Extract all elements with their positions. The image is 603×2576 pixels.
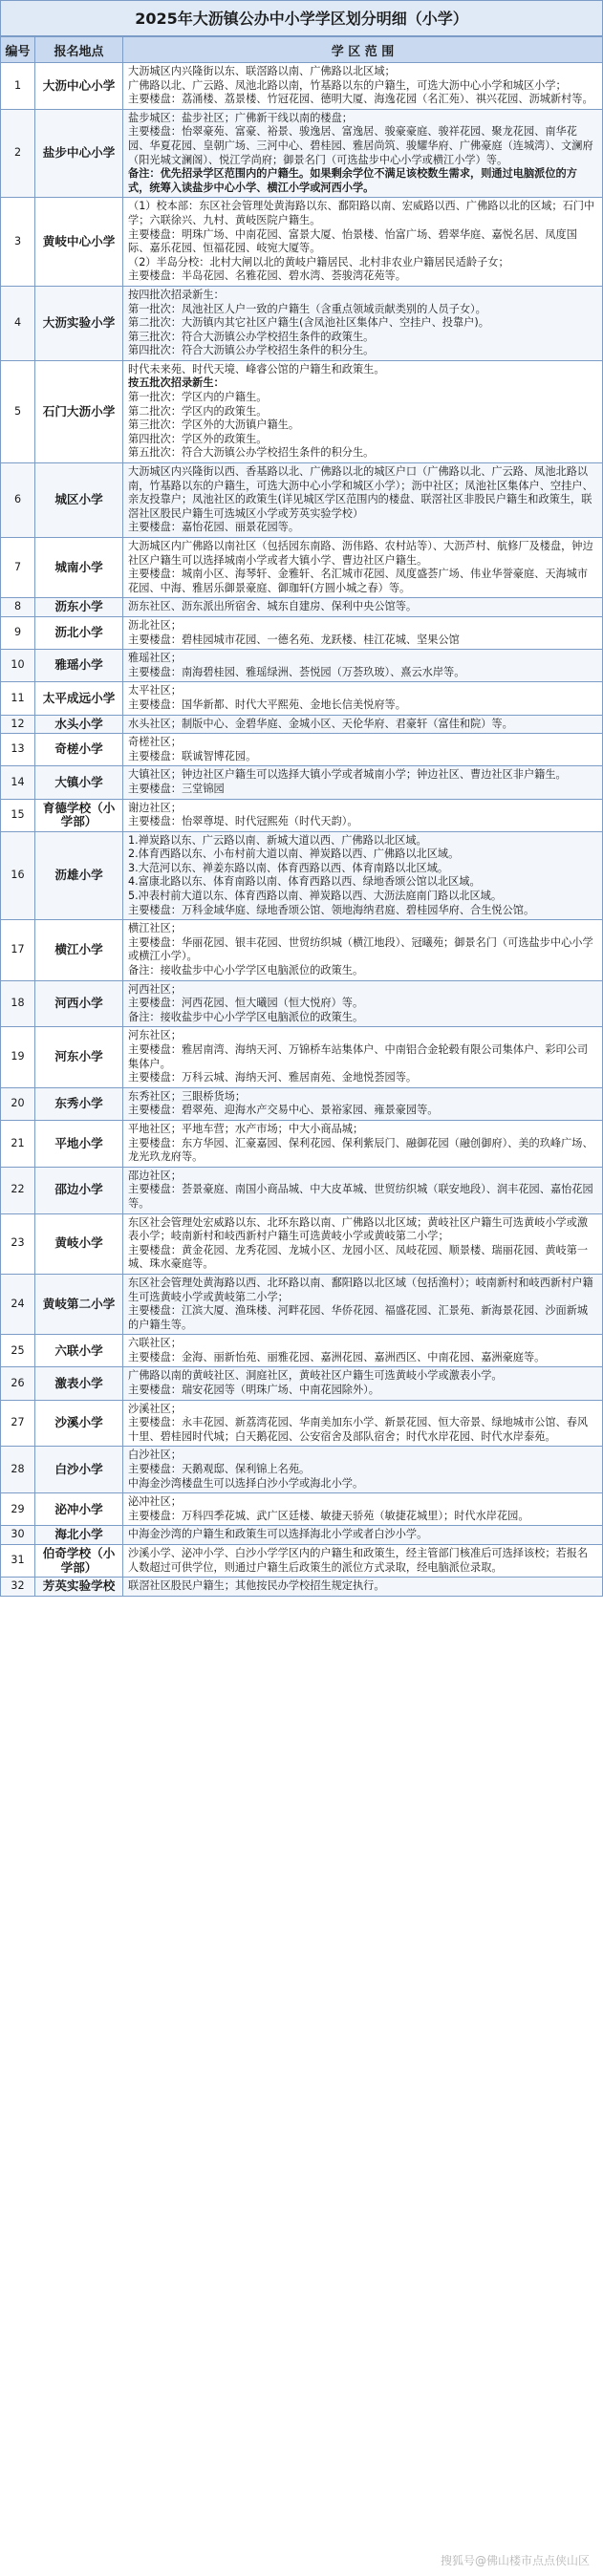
table-row <box>1 538 603 598</box>
school-name: 大沥实验小学 <box>35 286 123 360</box>
scope-line: 东区社会管理处宏威路以东、北环东路以南、广佛路以北区域；黄岐社区户籍生可选黄岐小学或激表小学；岐南新村和岐西新村户籍生可选黄岐小学或黄岐第二小学； <box>128 1215 589 1243</box>
scope-line: 大沥城区内兴隆街以西、香基路以北、广佛路以北的城区户口（广佛路以北、广云路、凤池北路以南，竹基路以东的户籍生，可选大沥中心小学和城区小学）；沥中社区；凤池社区集体户、空挂户、亲友投靠户；凤池社区的政策生(详见城区学区范围内的楼盘、联滘社区非股民户籍生和政策生，联滘社区股民户籍生可选城区小学或芳英实验学校） <box>128 465 593 520</box>
scope-line: 主要楼盘：明珠广场、中南花园、富景大厦、怡景楼、怡富广场、碧翠华庭、嘉悦名居、凤度国际、嘉乐花园、恒福花园、岐宛大厦等。 <box>128 227 577 255</box>
scope-line: 主要楼盘：万科四季花城、武广区廷楼、敏捷天骄苑（敏捷花城里）；时代水岸花园。 <box>128 1509 529 1522</box>
district-scope <box>123 715 603 734</box>
district-scope <box>123 920 603 980</box>
school-name: 石门大沥小学 <box>35 360 123 462</box>
row-number: 27 <box>1 1400 35 1447</box>
district-scope <box>123 198 603 287</box>
row-number: 30 <box>1 1526 35 1545</box>
row-number: 17 <box>1 920 35 980</box>
school-name: 奇槎小学 <box>35 734 123 766</box>
district-scope <box>123 1526 603 1545</box>
district-scope <box>123 63 603 110</box>
table-row <box>1 1400 603 1447</box>
scope-line: 东秀社区；三眼桥货场； <box>128 1089 247 1103</box>
table-row <box>1 198 603 287</box>
header-scope: 学 区 范 围 <box>123 37 603 63</box>
district-scope <box>123 109 603 198</box>
scope-line: 主要楼盘：半岛花园、名雅花园、碧水湾、荟骏湾花苑等。 <box>128 269 406 283</box>
scope-line: 第三批次：符合大沥镇公办学校招生条件的政策生。 <box>128 330 375 343</box>
scope-line: 主要楼盘：怡翠豪苑、富豪、裕景、骏逸居、富逸居、骏豪豪庭、骏祥花园、聚龙花园、南华花园、华夏花园、皇朝广场、三河中心、碧桂园、雅居尚筑、骏耀华府、广佛豪庭（连城湾）、文澜府（阳光城文澜阁）、悦江学尚府；御景名门（可选盐步中心小学或横江小学）等。 <box>128 125 593 166</box>
table-row <box>1 980 603 1027</box>
scope-line: （1）校本部：东区社会管理处黄海路以东、鄱阳路以南、宏威路以西、广佛路以北的区域；石门中学；六联徐兴、九村、黄岐医院户籍生。 <box>128 200 595 226</box>
school-name: 邵边小学 <box>35 1167 123 1213</box>
district-scope <box>123 360 603 462</box>
table-row <box>1 682 603 715</box>
row-number: 32 <box>1 1578 35 1597</box>
school-name: 城区小学 <box>35 463 123 538</box>
school-name: 雅瑶小学 <box>35 650 123 682</box>
scope-line: 时代未来苑、时代天境、峰睿公馆的户籍生和政策生。 <box>128 362 385 376</box>
table-row <box>1 1120 603 1167</box>
scope-line: 主要楼盘：荔涌楼、荔景楼、竹冠花园、德明大厦、海逸花园（名汇苑）、祺兴花园、沥城新村等。 <box>128 93 593 106</box>
scope-line: 中海金沙湾的户籍生和政策生可以选择海北小学或者白沙小学。 <box>128 1528 428 1541</box>
row-number: 12 <box>1 715 35 734</box>
district-scope <box>123 616 603 649</box>
school-name: 沥北小学 <box>35 616 123 649</box>
scope-line: 第二批次：大沥镇内其它社区户籍生(含凤池社区集体户、空挂户、投靠户)。 <box>128 316 489 330</box>
scope-line: 主要楼盘：瑞安花园等（明珠广场、中南花园除外）。 <box>128 1384 379 1397</box>
scope-line: 主要楼盘：江滨大厦、渔珠楼、河畔花园、华侨花园、福盛花园、汇景苑、新海景花园、沙面新城的户籍生等。 <box>128 1304 589 1331</box>
table-row <box>1 766 603 799</box>
district-scope <box>123 1493 603 1526</box>
row-number: 15 <box>1 799 35 831</box>
row-number: 6 <box>1 463 35 538</box>
scope-line: 主要楼盘：河西花园、恒大曦园（恒大悦府）等。 <box>128 997 364 1010</box>
school-name: 海北小学 <box>35 1526 123 1545</box>
table-row <box>1 1545 603 1578</box>
table-row <box>1 616 603 649</box>
row-number: 13 <box>1 734 35 766</box>
table-row <box>1 1027 603 1087</box>
district-scope <box>123 1367 603 1400</box>
scope-line: 主要楼盘：怡翠尊堤、时代冠熙苑（时代天韵）。 <box>128 815 358 828</box>
row-number: 29 <box>1 1493 35 1526</box>
row-number: 1 <box>1 63 35 110</box>
scope-line: 按五批次招录新生： <box>128 376 225 390</box>
scope-line: 奇槎社区； <box>128 736 182 749</box>
row-number: 4 <box>1 286 35 360</box>
scope-line: 主要楼盘：万科金域华庭、绿地香颂公馆、领地海纳君庭、碧桂园华府、合生悦公馆。 <box>128 903 535 916</box>
row-number: 18 <box>1 980 35 1027</box>
scope-line: 主要楼盘：雅居南湾、海纳天河、万锦桥车站集体户、中南铝合金轮毂有限公司集体户、彩印公司集体户。 <box>128 1043 589 1070</box>
school-name: 黄岐中心小学 <box>35 198 123 287</box>
scope-line: 沙溪社区； <box>128 1402 182 1415</box>
scope-line: 第四批次：符合大沥镇公办学校招生条件的积分生。 <box>128 344 375 357</box>
scope-line: 备注：优先招录学区范围内的户籍生。如果剩余学位不满足该校数生需求，则通过电脑派位的方式，统筹入读盐步中心小学、横江小学或河西小学。 <box>128 167 577 194</box>
scope-line: 邵边社区； <box>128 1169 182 1182</box>
table-row <box>1 1087 603 1120</box>
scope-line: 盐步城区：盐步社区；广佛新干线以南的楼盘； <box>128 111 353 124</box>
scope-line: 大镇社区；钟边社区户籍生可以选择大镇小学或者城南小学；钟边社区、曹边社区非户籍生。 <box>128 768 567 782</box>
scope-line: 第一批次：凤池社区人户一致的户籍生（含重点领域贡献类别的人员子女）。 <box>128 302 486 315</box>
table-row <box>1 650 603 682</box>
school-name: 水头小学 <box>35 715 123 734</box>
school-name: 白沙小学 <box>35 1447 123 1493</box>
district-scope <box>123 1400 603 1447</box>
scope-line: 主要楼盘：联诚智博花园。 <box>128 749 257 762</box>
school-name: 黄岐第二小学 <box>35 1274 123 1334</box>
district-scope <box>123 1447 603 1493</box>
scope-line: 按四批次招录新生： <box>128 288 225 301</box>
scope-line: 主要楼盘：华丽花园、银丰花园、世贸纺织城（横江地段）、冠曦苑；御景名门（可选盐步中心小学或横江小学）。 <box>128 935 593 963</box>
school-name: 六联小学 <box>35 1335 123 1367</box>
scope-line: 主要楼盘：黄金花园、龙秀花园、龙城小区、龙园小区、凤岐花园、顺景楼、瑞丽花园、黄岐第一城、珠水豪庭等。 <box>128 1243 589 1271</box>
school-name: 东秀小学 <box>35 1087 123 1120</box>
district-scope <box>123 463 603 538</box>
scope-line: 备注：接收盐步中心小学学区电脑派位的政策生。 <box>128 964 364 977</box>
table-row <box>1 734 603 766</box>
scope-line: 第五批次：符合大沥镇公办学校招生条件的积分生。 <box>128 446 375 460</box>
district-scope <box>123 682 603 715</box>
row-number: 21 <box>1 1120 35 1167</box>
table-row <box>1 1447 603 1493</box>
school-name: 河西小学 <box>35 980 123 1027</box>
scope-line: 主要楼盘：国华新都、时代大平熙苑、金地长信美悦府等。 <box>128 698 406 711</box>
district-scope <box>123 980 603 1027</box>
scope-line: （2）半岛分校：北村大闸以北的黄岐户籍居民、北村非农业户籍居民适龄子女； <box>128 255 509 268</box>
district-scope <box>123 1545 603 1578</box>
scope-line: 白沙社区； <box>128 1449 182 1462</box>
table-row <box>1 1274 603 1334</box>
row-number: 19 <box>1 1027 35 1087</box>
row-number: 8 <box>1 598 35 617</box>
scope-line: 水头社区；制版中心、金碧华庭、金城小区、天伦华府、君豪轩（富佳和院）等。 <box>128 717 513 730</box>
table-row <box>1 360 603 462</box>
school-name: 大镇小学 <box>35 766 123 799</box>
scope-line: 广佛路以南的黄岐社区、洞庭社区，黄岐社区户籍生可选黄岐小学或激表小学。 <box>128 1369 503 1383</box>
scope-line: 沥东社区、沥东派出所宿舍、城东自建房、保利中央公馆等。 <box>128 600 418 613</box>
scope-line: 主要楼盘：金海、丽新怡苑、丽雅花园、嘉洲花园、嘉洲西区、中南花园、嘉洲豪庭等。 <box>128 1350 546 1363</box>
scope-line: 4.富康北路以东、体育南路以南、体育西路以西、绿地香颂公馆以北区域。 <box>128 875 481 889</box>
header-school: 报名地点 <box>35 37 123 63</box>
scope-line: 大沥城区内广佛路以南社区（包括园东南路、沥伟路、农村站等）、大沥芦村、航修厂及楼盘，钟边社区户籍生可以选择城南小学或者大镇小学、曹边社区户籍生。 <box>128 540 593 567</box>
table-row <box>1 109 603 198</box>
district-scope <box>123 1335 603 1367</box>
scope-line: 河西社区； <box>128 982 182 996</box>
scope-line: 第四批次：学区外的政策生。 <box>128 432 268 445</box>
school-name: 黄岐小学 <box>35 1213 123 1274</box>
row-number: 16 <box>1 831 35 920</box>
row-number: 25 <box>1 1335 35 1367</box>
page-title: 2025年大沥镇公办中小学学区划分明细（小学） <box>0 0 603 36</box>
scope-line: 大沥城区内兴隆街以东、联滘路以南、广佛路以北区域； <box>128 65 396 77</box>
scope-line: 河东社区； <box>128 1029 182 1042</box>
scope-line: 1.禅炭路以东、广云路以南、新城大道以西、广佛路以北区域。 <box>128 833 427 847</box>
school-name: 泌冲小学 <box>35 1493 123 1526</box>
row-number: 11 <box>1 682 35 715</box>
table-row <box>1 799 603 831</box>
school-name: 城南小学 <box>35 538 123 598</box>
scope-line: 主要楼盘：南海碧桂园、雅瑶绿洲、荟悦园（万荟玖玻）、熹云水岸等。 <box>128 665 465 678</box>
school-name: 伯奇学校（小学部） <box>35 1545 123 1578</box>
row-number: 14 <box>1 766 35 799</box>
scope-line: 主要楼盘：三堂锦园 <box>128 782 225 795</box>
school-name: 沥雄小学 <box>35 831 123 920</box>
district-scope <box>123 1087 603 1120</box>
scope-line: 主要楼盘：永丰花园、新荔湾花园、华南美加东小学、新景花园、恒大帝景、绿地城市公馆、春风十里、碧桂园时代城；白天鹅花园、公安宿舍及部队宿舍；时代水岸花园、时代水岸泰苑。 <box>128 1416 589 1443</box>
scope-line: 雅瑶社区； <box>128 652 182 665</box>
school-name: 沙溪小学 <box>35 1400 123 1447</box>
district-scope <box>123 286 603 360</box>
scope-line: 第一批次：学区内的户籍生。 <box>128 391 268 404</box>
row-number: 5 <box>1 360 35 462</box>
district-scope <box>123 598 603 617</box>
scope-line: 主要楼盘：碧桂园城市花园、一德名苑、龙跃楼、桂江花城、坚果公馆 <box>128 633 460 646</box>
district-scope <box>123 766 603 799</box>
row-number: 24 <box>1 1274 35 1334</box>
header-number: 编号 <box>1 37 35 63</box>
table-row <box>1 920 603 980</box>
scope-line: 主要楼盘：嘉怡花园、丽景花园等。 <box>128 521 300 534</box>
district-scope <box>123 1027 603 1087</box>
row-number: 26 <box>1 1367 35 1400</box>
school-name: 芳英实验学校 <box>35 1578 123 1597</box>
table-row <box>1 286 603 360</box>
school-name: 太平成远小学 <box>35 682 123 715</box>
table-row <box>1 1493 603 1526</box>
scope-line: 沙溪小学、泌冲小学、白沙小学学区内的户籍生和政策生，经主管部门核准后可选择该校；若报名人数超过可供学位，则通过户籍生后政策生的派位方式录取，经电脑派位录取。 <box>128 1547 589 1574</box>
scope-line: 第二批次：学区内的政策生。 <box>128 404 268 418</box>
district-scope <box>123 538 603 598</box>
district-scope <box>123 1274 603 1334</box>
row-number: 31 <box>1 1545 35 1578</box>
school-name: 沥东小学 <box>35 598 123 617</box>
table-row <box>1 1335 603 1367</box>
district-scope <box>123 734 603 766</box>
row-number: 3 <box>1 198 35 287</box>
district-table <box>0 36 603 1597</box>
scope-line: 中海金沙湾楼盘生可以选择白沙小学或海北小学。 <box>128 1476 364 1490</box>
district-scope <box>123 1578 603 1597</box>
scope-line: 泌冲社区； <box>128 1495 182 1509</box>
scope-line: 东区社会管理处黄海路以西、北环路以南、鄱阳路以北区域（包括渔村）；岐南新村和岐西新村户籍生可选黄岐小学或黄岐第二小学； <box>128 1276 593 1303</box>
scope-line: 太平社区； <box>128 684 182 698</box>
table-row <box>1 598 603 617</box>
row-number: 10 <box>1 650 35 682</box>
row-number: 22 <box>1 1167 35 1213</box>
scope-line: 5.冲表村前大道以东、体育西路以南、禅炭路以西、大沥法庭南门路以北区域。 <box>128 890 503 903</box>
scope-line: 主要楼盘：城南小区、海琴轩、金雅轩、名汇城市花园、凤度盛荟广场、伟业华誉豪庭、天海城市花园、中海、雅居乐御景豪庭、御珈轩(方圆小城之春）等。 <box>128 568 589 594</box>
scope-line: 主要楼盘：荟景豪庭、南国小商品城、中大皮革城、世贸纺织城（联安地段）、润丰花园、嘉怡花园等。 <box>128 1183 593 1210</box>
scope-line: 备注：接收盐步中心小学学区电脑派位的政策生。 <box>128 1010 364 1023</box>
school-name: 育德学校（小学部） <box>35 799 123 831</box>
district-scope <box>123 1213 603 1274</box>
row-number: 9 <box>1 616 35 649</box>
row-number: 20 <box>1 1087 35 1120</box>
table-header-row <box>1 37 603 63</box>
scope-line: 主要楼盘：天鹅观邸、保利锦上名苑。 <box>128 1463 311 1476</box>
table-row <box>1 831 603 920</box>
scope-line: 横江社区； <box>128 922 182 935</box>
scope-line: 沥北社区； <box>128 618 182 632</box>
table-row <box>1 63 603 110</box>
scope-line: 联滘社区股民户籍生；其他按民办学校招生规定执行。 <box>128 1579 385 1593</box>
scope-line: 第三批次：学区外的大沥镇户籍生。 <box>128 419 300 432</box>
district-scope <box>123 799 603 831</box>
scope-line: 广佛路以北、广云路、凤池北路以南，竹基路以东的户籍生，可选大沥中心小学和城区小学； <box>128 78 567 92</box>
table-row <box>1 463 603 538</box>
table-row <box>1 1213 603 1274</box>
scope-line: 主要楼盘：万科云城、海纳天河、雅居南苑、金地悦荟园等。 <box>128 1071 418 1084</box>
school-name: 盐步中心小学 <box>35 109 123 198</box>
scope-line: 主要楼盘：东方华园、汇豪嘉园、保利花园、保利紫辰门、融御花园（融创御府）、美的玖峰广场、龙光玖龙府等。 <box>128 1136 593 1164</box>
district-scope <box>123 1120 603 1167</box>
scope-line: 六联社区； <box>128 1337 182 1350</box>
scope-line: 谢边社区； <box>128 801 182 814</box>
table-body <box>1 63 603 1597</box>
scope-line: 2.体育西路以东、小布村前大道以南、禅炭路以西、广佛路以北区域。 <box>128 848 460 861</box>
district-scope <box>123 1167 603 1213</box>
school-name: 平地小学 <box>35 1120 123 1167</box>
scope-line: 3.大范河以东、禅姜东路以南、体育西路以西、体育南路以北区域。 <box>128 861 449 874</box>
table-row <box>1 1167 603 1213</box>
table-row <box>1 1526 603 1545</box>
scope-line: 主要楼盘：碧翠苑、迎海水产交易中心、景裕家园、雍景豪园等。 <box>128 1104 439 1117</box>
school-name: 大沥中心小学 <box>35 63 123 110</box>
table-row <box>1 1367 603 1400</box>
row-number: 28 <box>1 1447 35 1493</box>
district-scope <box>123 831 603 920</box>
row-number: 23 <box>1 1213 35 1274</box>
row-number: 2 <box>1 109 35 198</box>
district-scope <box>123 650 603 682</box>
school-name: 横江小学 <box>35 920 123 980</box>
watermark: 搜狐号@佛山楼市点点侠山区 <box>440 2554 590 2567</box>
school-name: 激表小学 <box>35 1367 123 1400</box>
row-number: 7 <box>1 538 35 598</box>
table-row <box>1 1578 603 1597</box>
school-name: 河东小学 <box>35 1027 123 1087</box>
table-row <box>1 715 603 734</box>
scope-line: 平地社区；平地车营；水产市场；中大小商品城； <box>128 1122 364 1135</box>
